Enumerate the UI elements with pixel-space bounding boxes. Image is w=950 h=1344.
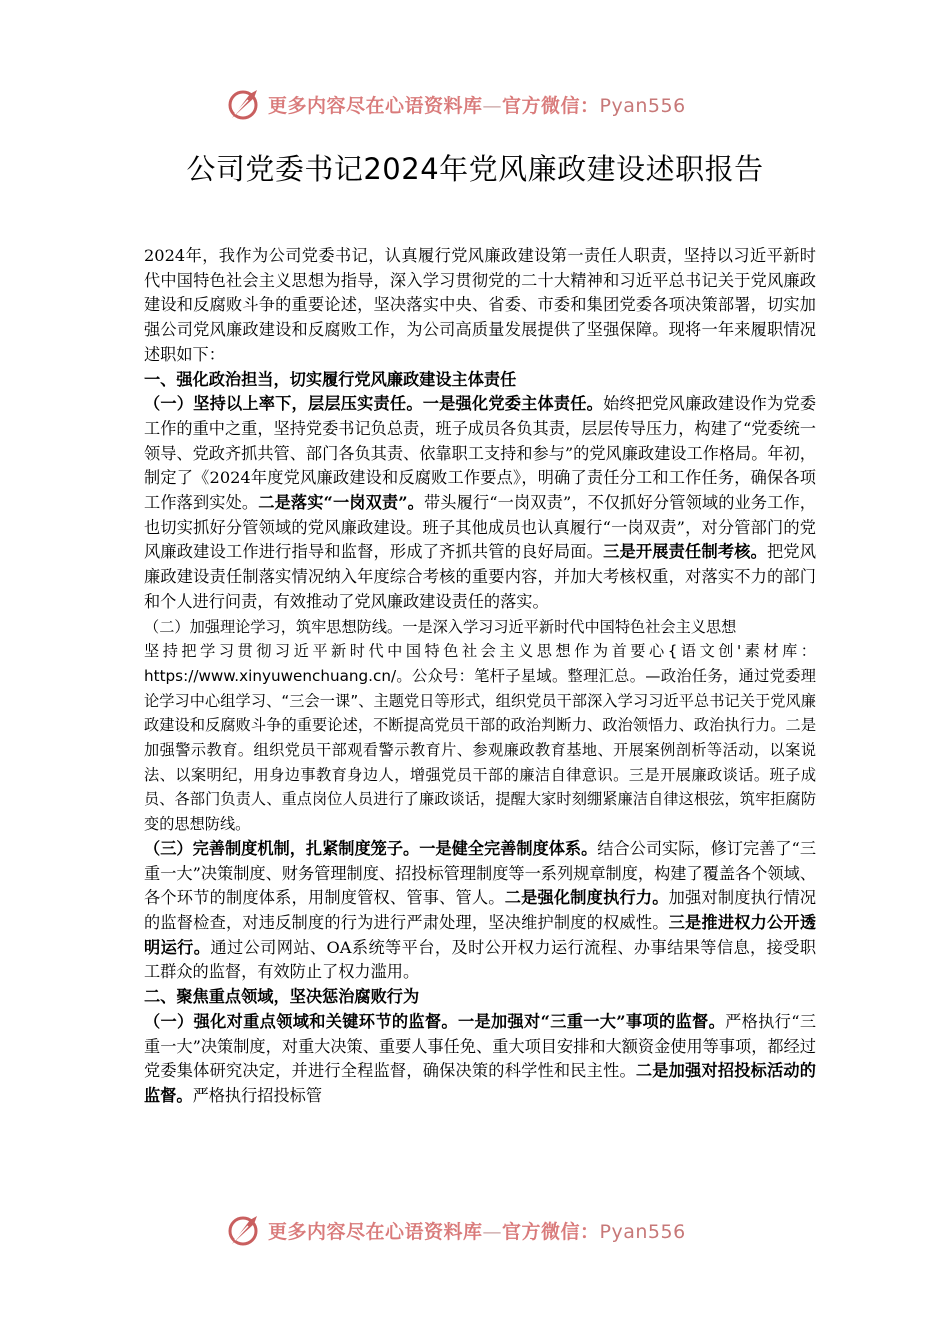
banner-wechat-label: 官方微信：	[502, 94, 600, 117]
text-1-3-3: 通过公司网站、OA系统等平台，及时公开权力运行流程、办事结果等信息，接受职工群众的监督，有效防止了权力滥用。	[144, 937, 817, 982]
section-heading-1-text: 一、强化政治担当，切实履行党风廉政建设主体责任	[144, 369, 517, 389]
footer-banner	[226, 1210, 746, 1250]
paragraph-1-2: 坚持把学习贯彻习近平新时代中国特色社会主义思想作为首要心{语文创'素材库：https://www.xinyuwenchuang.cn/。公众号：笔杆子星域。整理汇总。—政治任务，通过党委理论学习中心组学习、“三会一课”、主题党日等形式，组织党员干部深入学习习近平总书记关于党风廉政建设和反腐败斗争的重要论述，不断提高党员干部的政治判断力、政治领悟力、政治执行力。二是加强警示教育。组织党员干部观看警示教育片、参观廉政教育基地、开展案例剖析等活动，以案说法、以案明纪，用身边事教育身边人，增强党员干部的廉洁自律意识。三是开展廉政谈话。班子成员、各部门负责人、重点岗位人员进行了廉政谈话，提醒大家时刻绷紧廉洁自律这根弦，筑牢拒腐防变的思想防线。	[144, 642, 816, 834]
section-heading-2-text: 二、聚焦重点领域，坚决惩治腐败行为	[144, 987, 420, 1007]
text-1-3-1: 结合公司实际，修订完善了“三重一大”决策制度、财务管理制度、招投标管理制度等一系列规章制度，构建了覆盖各个领域、各个环节的制度体系，用制度管权、管事、管人。	[144, 838, 817, 908]
subheading-1-3: （三）完善制度机制，扎紧制度笼子。	[144, 838, 420, 858]
quill-logo-icon	[226, 86, 262, 122]
document-body	[144, 244, 816, 1109]
banner-main-text: 更多内容尽在心语资料库	[268, 1220, 483, 1243]
banner-text	[268, 1217, 686, 1244]
point-1-1-1: 一是强化党委主体责任。	[422, 394, 604, 414]
point-1-3-1: 一是健全完善制度体系。	[419, 838, 598, 858]
banner-wechat-id: Pyan556	[599, 1220, 686, 1243]
subheading-1-1: （一）坚持以上率下，层层压实责任。	[144, 394, 423, 414]
section-heading-1	[144, 368, 816, 393]
document-title: 公司党委书记2024年党风廉政建设述职报告	[186, 152, 764, 186]
section-heading-2	[144, 985, 816, 1010]
banner-separator: —	[482, 1220, 503, 1243]
quill-logo-icon	[226, 1212, 262, 1248]
point-1-1-3: 三是开展责任制考核。	[603, 542, 768, 562]
header-banner	[226, 84, 746, 124]
banner-text	[268, 91, 686, 118]
banner-wechat-id: Pyan556	[599, 94, 686, 117]
text-1-1-1: 始终把党风廉政建设作为党委工作的重中之重，坚持党委书记负总责，班子成员各负其责，层层传导压力，构建了“党委统一领导、党政齐抓共管、部门各负其责、依靠职工支持和参与”的党风廉政建设工作格局。年初，制定了《2024年度党风廉政建设和反腐败工作要点》，明确了责任分工和工作任务，确保各项工作落到实处。	[144, 394, 817, 513]
point-1-1-2: 二是落实“一岗双责”。	[258, 493, 424, 513]
text-1-1-3: 把党风廉政建设责任制落实情况纳入年度综合考核的重要内容，并加大考核权重，对落实不力的部门和个人进行问责，有效推动了党风廉政建设责任的落实。	[144, 542, 817, 611]
paragraph-1-2-lead: （二）加强理论学习，筑牢思想防线。一是深入学习习近平新时代中国特色社会主义思想	[144, 617, 737, 636]
point-1-3-3: 三是推进权力公开透明运行。	[144, 912, 817, 957]
banner-separator: —	[482, 94, 503, 117]
text-1-3-2: 加强对制度执行情况的监督检查，对违反制度的行为进行严肃处理，坚决维护制度的权威性。	[144, 888, 817, 932]
text-1-1-2: 带头履行“一岗双责”，不仅抓好分管领域的业务工作，也切实抓好分管领域的党风廉政建设。班子其他成员也认真履行“一岗双责”，对分管部门的党风廉政建设工作进行指导和监督，形成了齐抓共管的良好局面。	[144, 493, 816, 562]
text-2-1-2: 严格执行招投标管	[192, 1085, 323, 1105]
point-1-3-2: 二是强化制度执行力。	[504, 888, 669, 908]
paragraph-1-3	[144, 837, 816, 985]
point-2-1-2: 二是加强对招投标活动的监督。	[144, 1061, 816, 1105]
text-2-1-1: 严格执行“三重一大”决策制度，对重大决策、重要人事任免、重大项目安排和大额资金使用等事项，都经过党委集体研究决定，并进行全程监督，确保决策的科学性和民主性。	[144, 1011, 817, 1081]
paragraph-2-1	[144, 1010, 816, 1109]
intro-paragraph: 2024年，我作为公司党委书记，认真履行党风廉政建设第一责任人职责，坚持以习近平新时代中国特色社会主义思想为指导，深入学习贯彻党的二十大精神和习近平总书记关于党风廉政建设和反腐败斗争的重要论述，坚决落实中央、省委、市委和集团党委各项决策部署，切实加强公司党风廉政建设和反腐败工作，为公司高质量发展提供了坚强保障。现将一年来履职情况述职如下：	[144, 246, 816, 364]
banner-main-text: 更多内容尽在心语资料库	[268, 94, 483, 117]
subheading-2-1: （一）强化对重点领域和关键环节的监督。一是加强对“三重一大”事项的监督。	[144, 1011, 726, 1031]
banner-wechat-label: 官方微信：	[502, 1220, 600, 1243]
paragraph-1-1	[144, 392, 816, 614]
